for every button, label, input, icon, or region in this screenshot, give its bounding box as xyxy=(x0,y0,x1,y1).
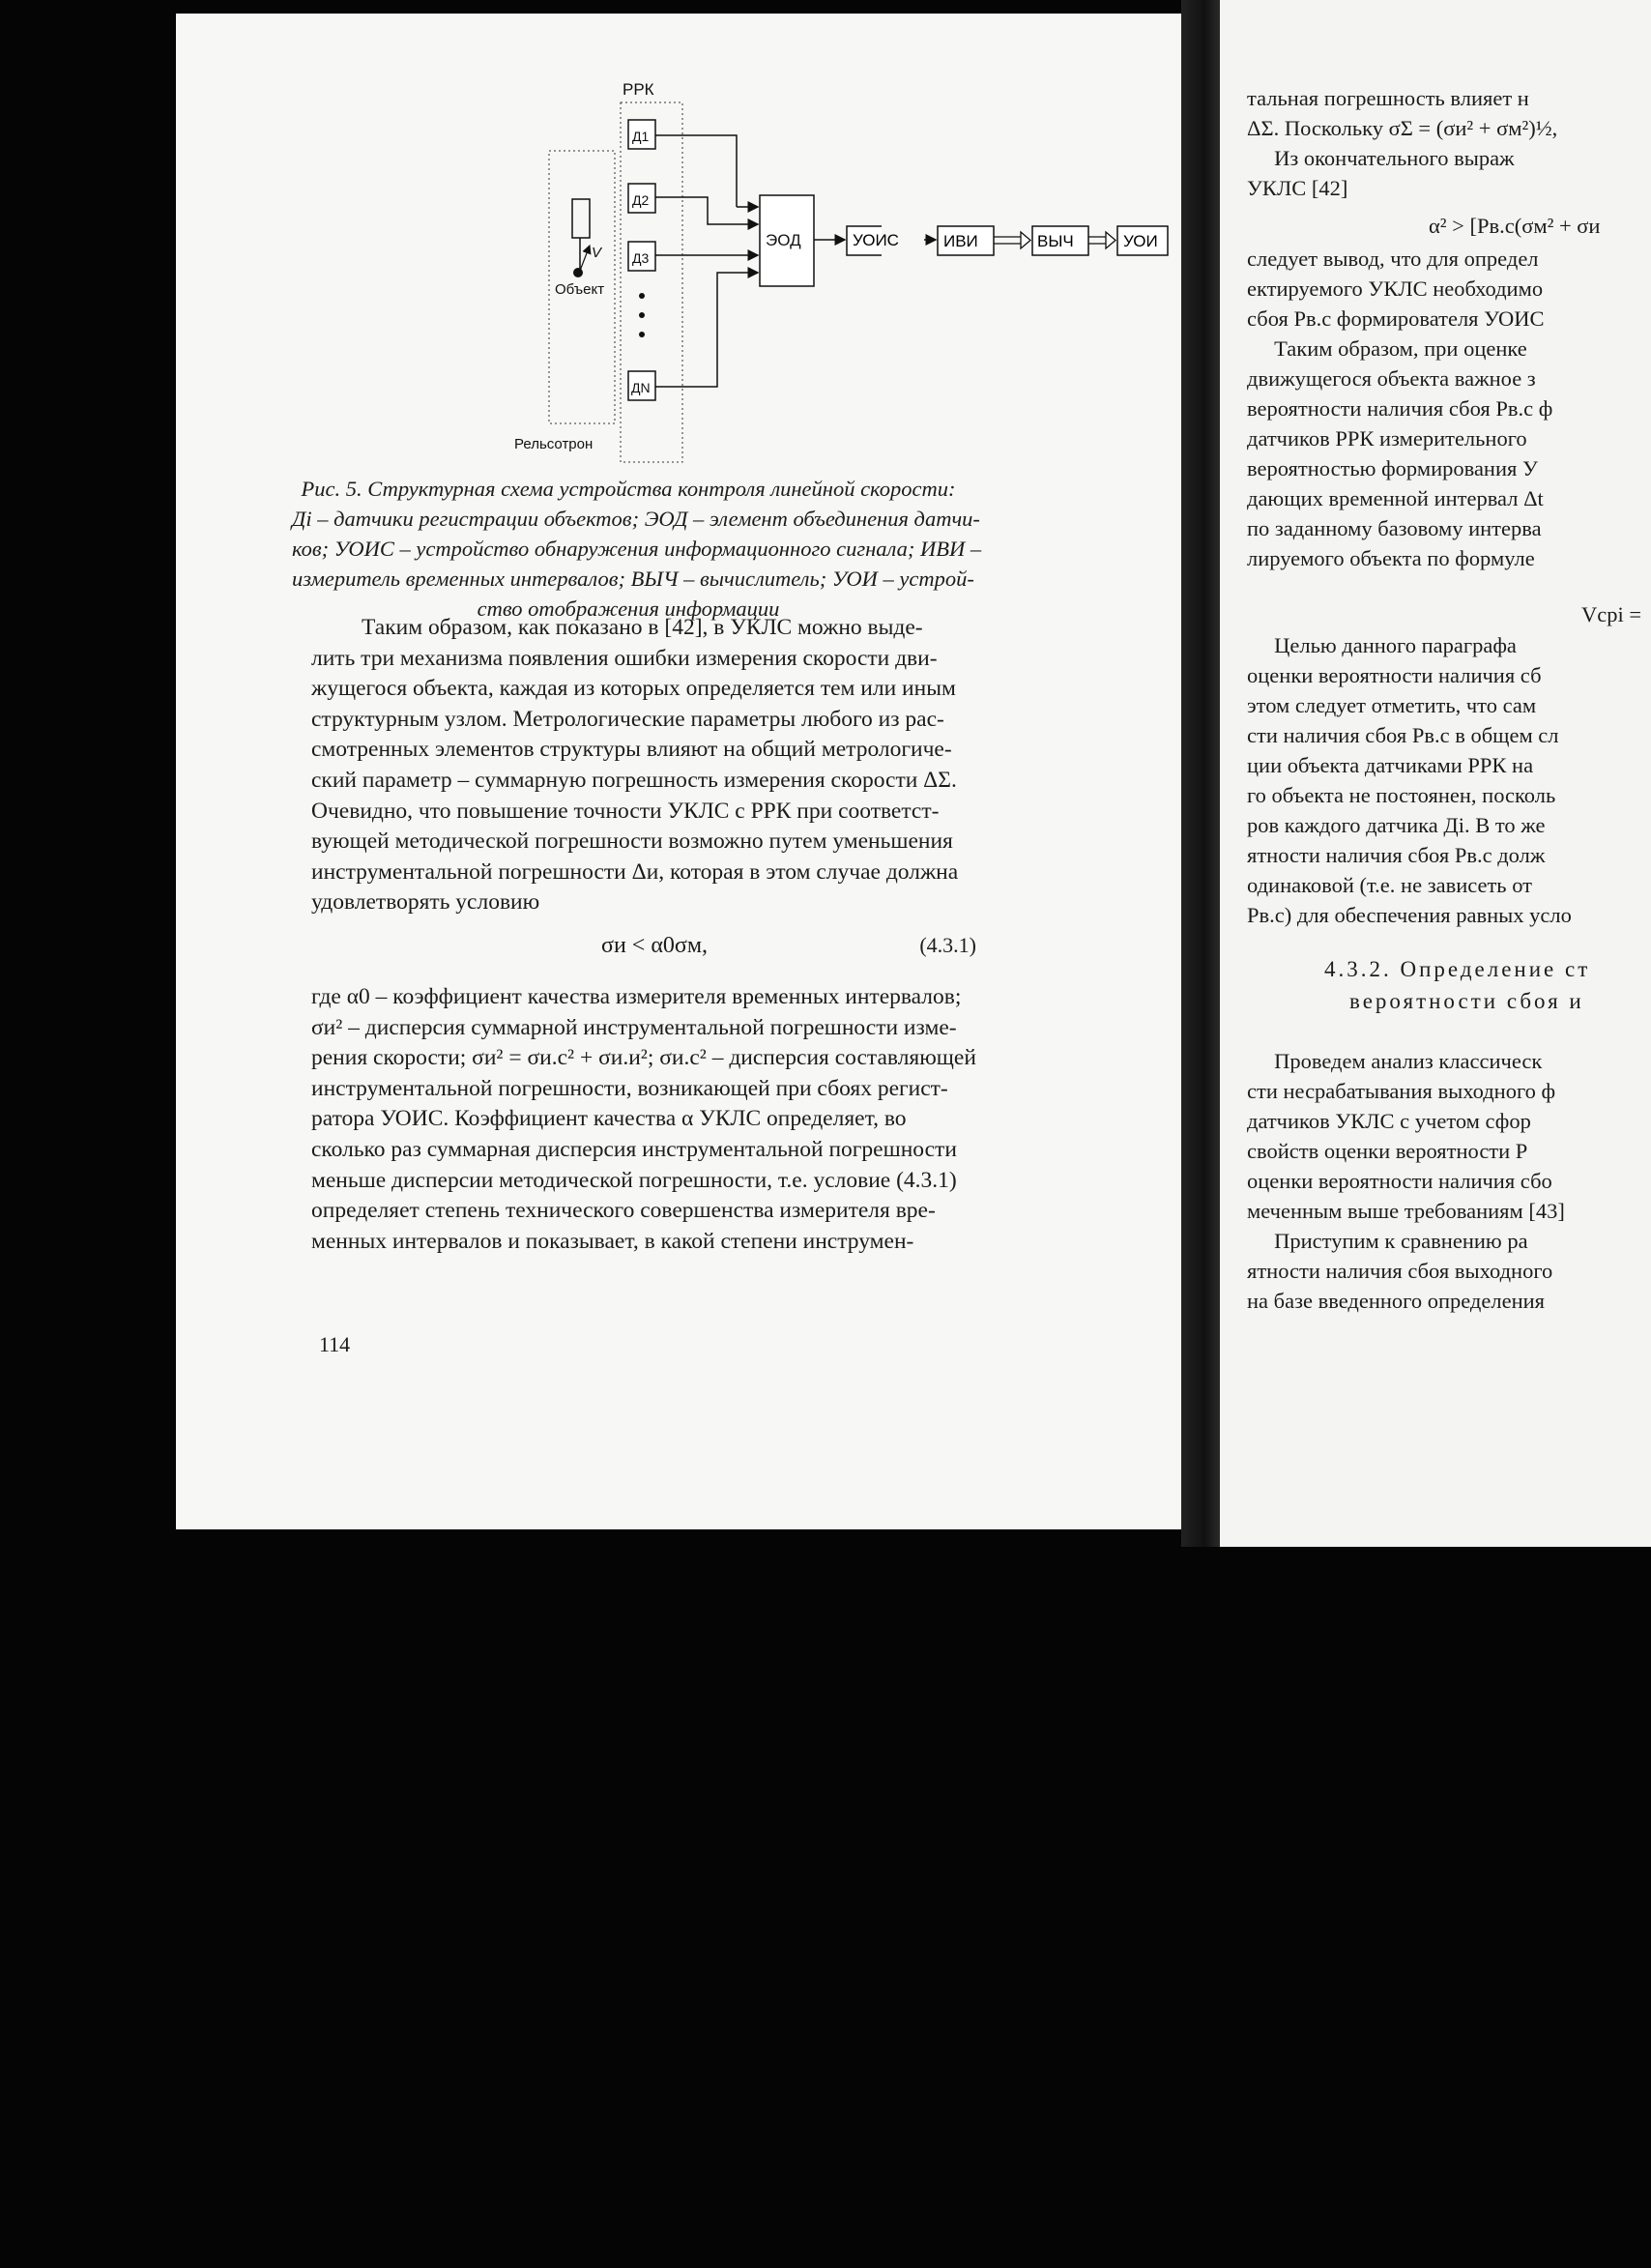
sensor-d2-label: Д2 xyxy=(632,192,650,208)
sensor-d3-label: Д3 xyxy=(632,250,650,266)
text-line: на базе введенного определения xyxy=(1247,1289,1546,1313)
block-ivi-label: ИВИ xyxy=(943,232,978,250)
rail-label: Рельсотрон xyxy=(514,436,594,452)
rrk-label: РРК xyxy=(623,80,654,99)
text-line: определяет степень технического совершенства измерителя вре- xyxy=(311,1198,936,1224)
text-line: оценки вероятности наличия сб xyxy=(1247,663,1542,687)
text-line: ции объекта датчиками РРК на xyxy=(1247,753,1534,777)
text-line: го объекта не постоянен, посколь xyxy=(1247,783,1556,807)
text-line: меньше дисперсии методической погрешности, т.е. условие (4.3.1) xyxy=(311,1167,957,1193)
equation-expression: σи < α0σм, xyxy=(601,933,709,958)
block-uoi-label: УОИ xyxy=(1123,232,1158,250)
right-paragraph-b xyxy=(1247,244,1651,573)
text-line: меченным выше требованиям [43] xyxy=(1247,1199,1565,1223)
object-label: Объект xyxy=(555,281,605,298)
caption-line: ков; УОИС – устройство обнаружения информационного сигнала; ИВИ – xyxy=(292,537,982,561)
text-line: Из окончательного выраж xyxy=(1247,146,1515,170)
text-line: сти несрабатывания выходного ф xyxy=(1247,1079,1556,1103)
text-line: жущегося объекта, каждая из которых определяется тем или иным xyxy=(311,676,956,702)
text-line: УКЛС [42] xyxy=(1247,176,1348,200)
text-line: инструментальной погрешности Δи, которая в этом случае должна xyxy=(311,858,959,885)
caption-line: Рис. 5. Структурная схема устройства контроля линейной скорости: xyxy=(301,477,956,501)
text-line: Очевидно, что повышение точности УКЛС с РРК при соответст- xyxy=(311,798,940,824)
text-line: ΔΣ. Поскольку σΣ = (σи² + σм²)½, xyxy=(1247,116,1558,140)
heading-line: вероятности сбоя и xyxy=(1349,989,1584,1013)
page-number: 114 xyxy=(319,1332,351,1356)
block-chain xyxy=(843,207,1172,275)
text-line: сти наличия сбоя Pв.с в общем сл xyxy=(1247,723,1559,747)
velocity-label: V xyxy=(592,245,602,261)
section-heading xyxy=(1324,953,1590,1017)
caption-line: измеритель временных интервалов; ВЫЧ – вычислитель; УОИ – устрой- xyxy=(292,567,974,591)
text-line: где α0 – коэффициент качества измерителя временных интервалов; xyxy=(311,984,962,1009)
text-line: оценки вероятности наличия сбо xyxy=(1247,1169,1552,1193)
text-line: тальная погрешность влияет н xyxy=(1247,86,1529,110)
object-body xyxy=(572,199,590,238)
text-line: Таким образом, как показано в [42], в УКЛС можно выде- xyxy=(362,615,923,640)
formula-fragment: α² > [Pв.с(σм² + σи xyxy=(1429,214,1601,238)
text-line: Таким образом, при оценке xyxy=(1247,336,1527,361)
equation-4-3-1 xyxy=(311,933,988,966)
rrk-frame xyxy=(621,102,682,462)
text-line: ятности наличия сбоя выходного xyxy=(1247,1259,1553,1283)
text-line: одинаковой (т.е. не зависеть от xyxy=(1247,873,1532,897)
text-line: по заданному базовому интерва xyxy=(1247,516,1542,540)
text-line: лируемого объекта по формуле xyxy=(1247,546,1535,570)
text-line: Приступим к сравнению ра xyxy=(1247,1229,1528,1253)
text-line: ратора УОИС. Коэффициент качества α УКЛС определяет, во xyxy=(311,1106,907,1132)
text-line: рения скорости; σи² = σи.с² + σи.и²; σи.с² – дисперсия составляющей xyxy=(311,1045,976,1071)
text-line: Целью данного параграфа xyxy=(1247,633,1517,657)
right-vcp xyxy=(1581,599,1651,629)
right-paragraph-d xyxy=(1247,1046,1651,1316)
caption-line: ство отображения информации xyxy=(477,596,780,621)
text-line: датчиков РРК измерительного xyxy=(1247,426,1527,451)
block-eod-label: ЭОД xyxy=(766,231,801,249)
text-line: датчиков УКЛС с учетом сфор xyxy=(1247,1109,1531,1133)
text-line: сколько раз суммарная дисперсия инструментальной погрешности xyxy=(311,1136,957,1162)
left-page xyxy=(176,14,1181,1529)
right-formula xyxy=(1429,211,1651,241)
book-gutter xyxy=(1181,0,1220,1547)
right-paragraph-c xyxy=(1247,630,1651,930)
block-vych-label: ВЫЧ xyxy=(1037,232,1074,250)
paragraph-1 xyxy=(311,613,988,918)
object-point xyxy=(573,268,583,277)
velocity-formula: Vсрi = xyxy=(1581,602,1642,626)
text-line: структурным узлом. Метрологические параметры любого из рас- xyxy=(311,706,944,732)
block-diagram xyxy=(321,72,882,478)
text-line: менных интервалов и показывает, в какой степени инструмен- xyxy=(311,1228,914,1254)
text-line: ектируемого УКЛС необходимо xyxy=(1247,276,1544,301)
scan-border xyxy=(0,0,176,14)
text-line: инструментальной погрешности, возникающей при сбоях регист- xyxy=(311,1075,948,1101)
sensor-dn-label: ДN xyxy=(631,380,651,395)
right-paragraph-a xyxy=(1247,83,1651,203)
text-line: ров каждого датчика Дi. В то же xyxy=(1247,813,1546,837)
text-line: следует вывод, что для определ xyxy=(1247,247,1539,271)
text-line: вероятностью формирования У xyxy=(1247,456,1538,480)
figure-caption xyxy=(292,474,982,624)
caption-line: Дi – датчики регистрации объектов; ЭОД – элемент объединения датчи- xyxy=(292,507,980,531)
paragraph-2 xyxy=(311,982,988,1257)
text-line: Pв.с) для обеспечения равных усло xyxy=(1247,903,1572,927)
text-line: ятности наличия сбоя Pв.с долж xyxy=(1247,843,1546,867)
text-line: лить три механизма появления ошибки измерения скорости дви- xyxy=(311,645,938,671)
block-uois-label: УОИС xyxy=(853,231,899,249)
text-line: смотренных элементов структуры влияют на общий метрологиче- xyxy=(311,737,952,763)
block-diagram-figure xyxy=(321,72,882,478)
text-line: σи² – дисперсия суммарной инструментальной погрешности изме- xyxy=(311,1014,957,1040)
text-line: удовлетворять условию xyxy=(311,889,540,916)
text-line: ский параметр – суммарную погрешность измерения скорости ΔΣ. xyxy=(311,767,957,793)
text-line: этом следует отметить, что сам xyxy=(1247,693,1537,717)
text-line: дающих временной интервал Δt xyxy=(1247,486,1544,510)
equation-number: (4.3.1) xyxy=(919,933,976,957)
right-page xyxy=(1220,0,1651,1547)
text-line: свойств оценки вероятности P xyxy=(1247,1139,1528,1163)
text-line: Проведем анализ классическ xyxy=(1247,1049,1543,1073)
text-line: движущегося объекта важное з xyxy=(1247,366,1536,391)
text-line: сбоя Pв.с формирователя УОИС xyxy=(1247,306,1545,331)
sensor-d1-label: Д1 xyxy=(632,129,650,144)
text-line: вующей методической погрешности возможно путем уменьшения xyxy=(311,829,953,855)
heading-line: 4.3.2. Определение ст xyxy=(1324,957,1591,981)
text-line: вероятности наличия сбоя Pв.с ф xyxy=(1247,396,1553,421)
